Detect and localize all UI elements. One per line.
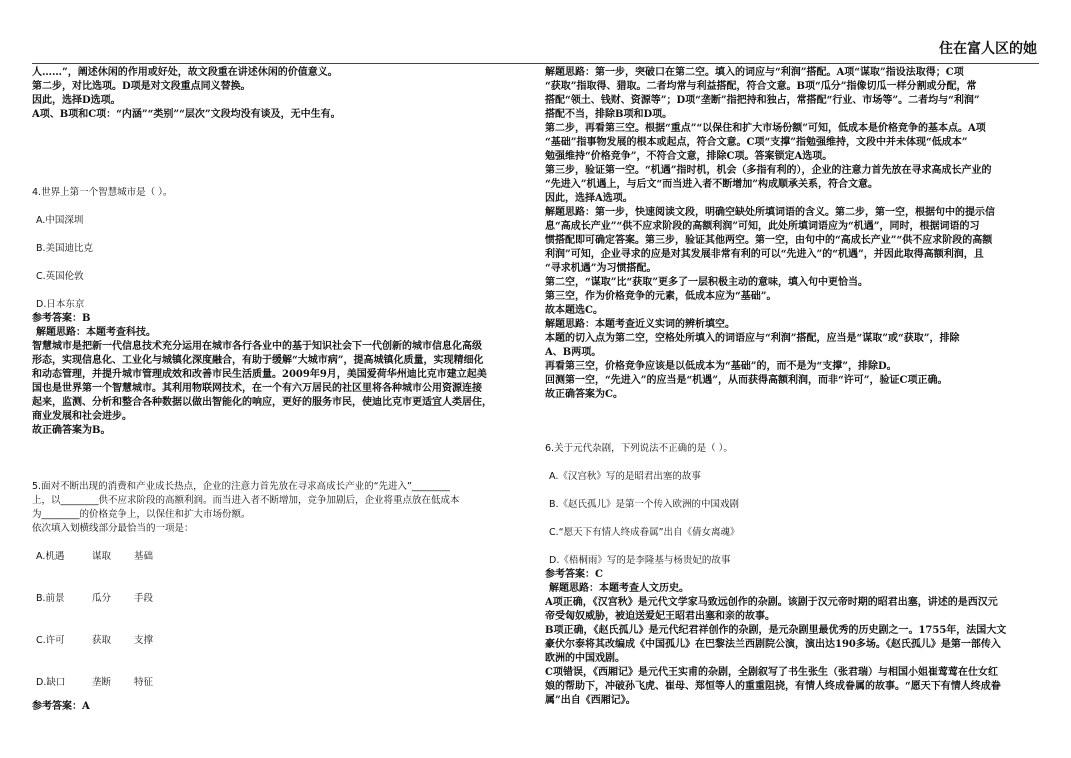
option-word: 支撑 xyxy=(134,635,154,646)
question-4-idea: 解题思路：本题考查科技。 xyxy=(36,327,156,338)
question-5-option-a xyxy=(36,550,522,564)
right-column xyxy=(545,66,1040,708)
question-4-explanation-line: 智慧城市是把新一代信息技术充分运用在城市各行各业中的基于知识社会下一代创新的城市信息化高级 xyxy=(32,341,482,352)
question-5-explanation-block-1 xyxy=(545,66,1040,206)
explanation-line: 再看第三空，价格竞争应该是以低成本为“基础”的，而不是为“支撑”，排除D。 xyxy=(545,361,897,372)
option-word: 瓜分 xyxy=(92,593,112,604)
question-5-stem-line: 5.面对不断出现的消费和产业成长热点，企业的注意力首先放在寻求高成长产业的“先进入”________ xyxy=(32,481,450,492)
explanation-line: 解题思路：本题考查近义实词的辨析填空。 xyxy=(545,319,735,330)
question-6-option-a: A.《汉宫秋》写的是昭君出塞的故事 xyxy=(549,471,701,482)
question-4-answer: 参考答案：B xyxy=(32,313,91,324)
question-4-conclusion: 故正确答案为B。 xyxy=(32,425,111,436)
explanation-line: A项正确，《汉宫秋》是元代文学家马致远创作的杂剧。该剧于汉元帝时期的昭君出塞，讲述的是西汉元 xyxy=(545,597,998,608)
explanation-line: 第三空，作为价格竞争的元素，低成本应为“基础”。 xyxy=(545,291,777,302)
question-4-explanation-line: 商业发展和社会进步。 xyxy=(32,411,132,422)
explanation-line: 解题思路：第一步，快速阅读文段，明确空缺处所填词语的含义。第二步，第一空，根据句中的提示信 xyxy=(545,207,995,218)
question-5-option-b xyxy=(36,592,522,606)
option-word: 基础 xyxy=(134,551,154,562)
explanation-line: 第二空，“谋取”比“获取”更多了一层积极主动的意味，填入句中更恰当。 xyxy=(545,277,869,288)
explanation-line: 勉强维持“价格竞争”，不符合文意，排除C项。答案锁定A选项。 xyxy=(545,151,833,162)
continued-text-line: 第二步，对比选项。D项是对文段重点同义替换。 xyxy=(32,81,251,92)
continued-text-line: 因此，选择D选项。 xyxy=(32,95,121,106)
question-6-stem: 6.关于元代杂剧，下列说法不正确的是（ ）。 xyxy=(545,443,733,454)
explanation-line: 回测第一空，“先进入”的应当是“机遇”，从而获得高额利润，而非“许可”，验证C项正确。 xyxy=(545,375,948,386)
explanation-line: 故正确答案为C。 xyxy=(545,389,623,400)
question-5-option-c xyxy=(36,634,522,648)
explanation-line: A、B两项。 xyxy=(545,347,602,358)
explanation-line: C项错误，《西厢记》是元代王实甫的杂剧，全剧叙写了书生张生（张君瑞）与相国小姐崔莺莺在仕女红 xyxy=(545,667,998,678)
question-5-option-d xyxy=(36,676,522,690)
question-4-option-a: A.中国深圳 xyxy=(36,215,84,226)
continued-text-line: A项、B项和C项：“内涵”“类别”“层次”文段均没有谈及，无中生有。 xyxy=(32,109,341,120)
explanation-line: “基础”指事物发展的根本或起点，符合文意。C项“支撑”指勉强维持，文段中并未体现“低成本” xyxy=(545,137,968,148)
question-4-explanation-line: 形态，实现信息化、工业化与城镇化深度融合，有助于缓解“大城市病”，提高城镇化质量，实现精细化 xyxy=(32,355,484,366)
explanation-line: “先进入”机遇上，与后文“而当进入者不断增加”构成顺承关系，符合文意。 xyxy=(545,179,879,190)
option-word: 谋取 xyxy=(92,551,112,562)
explanation-line: 豪伏尔泰将其改编成《中国孤儿》在巴黎法兰西剧院公演，演出达190多场。《赵氏孤儿》是第一部传入 xyxy=(545,639,1001,650)
explanation-line: 本题的切入点为第二空，空格处所填入的词语应与“利润”搭配，应当是“谋取”或“获取”，排除 xyxy=(545,333,960,344)
option-word: C.许可 xyxy=(36,635,65,646)
question-5-stem-line: 为________的价格竞争上，以保住和扩大市场份额。 xyxy=(32,509,251,520)
question-6-option-b: B.《赵氏孤儿》是第一个传入欧洲的中国戏剧 xyxy=(549,499,740,510)
explanation-line: 第三步，验证第一空。“机遇”指时机，机会（多指有利的），企业的注意力首先放在寻求高成长产业的 xyxy=(545,165,992,176)
option-word: B.前景 xyxy=(36,593,65,604)
explanation-line: 因此，选择A选项。 xyxy=(545,193,633,204)
explanation-line: 故本题选C。 xyxy=(545,305,603,316)
question-4-option-b: B.美国迪比克 xyxy=(36,243,94,254)
question-5-stem-line: 依次填入划横线部分最恰当的一项是： xyxy=(32,523,194,534)
question-6-option-c: C.“愿天下有情人终成眷属”出自《倩女离魂》 xyxy=(549,527,740,538)
question-5-stem-line: 上，以________供不应求阶段的高额利润。而当进入者不断增加，竞争加剧后，企业将重点放在低成本 xyxy=(32,495,460,506)
question-6-explanation xyxy=(545,596,1040,708)
option-word: 获取 xyxy=(92,635,112,646)
question-6-answer: 参考答案：C xyxy=(545,569,603,580)
explanation-line: 帝受匈奴威胁，被迫送爱妃王昭君出塞和亲的故事。 xyxy=(545,611,775,622)
option-word: A.机遇 xyxy=(36,551,65,562)
left-column xyxy=(32,66,522,714)
explanation-line: 息“高成长产业”“供不应求阶段的高额利润”可知，此处所填词语应为“机遇”，同时，根据词语的习 xyxy=(545,221,980,232)
question-6-idea: 解题思路：本题考查人文历史。 xyxy=(549,583,689,594)
option-word: D.缺口 xyxy=(36,677,66,688)
explanation-line: “寻求机遇”为习惯搭配。 xyxy=(545,263,657,274)
explanation-line: 搭配不当，排除B项和D项。 xyxy=(545,109,673,120)
question-4-explanation-line: 和动态管理，并提升城市管理成效和改善市民生活质量。2009年9月，美国爱荷华州迪比克市建立起美 xyxy=(32,369,487,380)
explanation-line: 解题思路：第一步，突破口在第二空。填入的词应与“利润”搭配。A项“谋取”指设法取得；C项 xyxy=(545,67,964,78)
explanation-line: 娘的帮助下，冲破孙飞虎、崔母、郑恒等人的重重阻挠，有情人终成眷属的故事。“愿天下有情人终成眷 xyxy=(545,681,1001,692)
explanation-line: 惯搭配即可确定答案。第三步，验证其他两空。第一空，由句中的“高成长产业”“供不应求阶段的高额 xyxy=(545,235,993,246)
question-4-stem: 4.世界上第一个智慧城市是（ ）。 xyxy=(32,187,173,198)
explanation-line: 第二步，再看第三空。根据“重点”“以保住和扩大市场份额”可知，低成本是价格竞争的基本点。A项 xyxy=(545,123,986,134)
question-5-explanation-block-2 xyxy=(545,206,1040,402)
explanation-line: B项正确，《赵氏孤儿》是元代纪君祥创作的杂剧，是元杂剧里最优秀的历史剧之一。1755年，法国大文 xyxy=(545,625,1007,636)
option-word: 手段 xyxy=(134,593,154,604)
question-4-option-c: C.英国伦敦 xyxy=(36,271,84,282)
question-4-option-d: D.日本东京 xyxy=(36,299,85,310)
question-4-explanation-line: 国也是世界第一个智慧城市。其利用物联网技术，在一个有六万居民的社区里将各种城市公用资源连接 xyxy=(32,383,482,394)
option-word: 垄断 xyxy=(92,677,112,688)
question-4-explanation-line: 起来，监测、分析和整合各种数据以做出智能化的响应，更好的服务市民，使迪比克市更适宜人类居住， xyxy=(32,397,492,408)
continued-text-line: 人……”，阐述休闲的作用或好处，故文段重在讲述休闲的价值意义。 xyxy=(32,67,338,78)
option-word: 特征 xyxy=(134,677,154,688)
explanation-line: “获取”指取得、猎取。二者均常与利益搭配，符合文意。B项“瓜分”指像切瓜一样分割或分配，常 xyxy=(545,81,977,92)
question-5-answer: 参考答案：A xyxy=(32,701,90,712)
explanation-line: 利润”可知，企业寻求的应是对其发展非常有利的可以“先进入”的“机遇”，并因此取得高额利润，且 xyxy=(545,249,984,260)
explanation-line: 欧洲的中国戏剧。 xyxy=(545,653,625,664)
explanation-line: 搭配“领土、钱财、资源等”；D项“垄断”指把持和独占，常搭配“行业、市场等”。二者均与“利润” xyxy=(545,95,980,106)
explanation-line: 属”出自《西厢记》。 xyxy=(545,695,636,706)
header-divider xyxy=(32,63,1039,64)
page-header-title: 住在富人区的她 xyxy=(939,41,1037,57)
question-6-option-d: D.《梧桐雨》写的是李隆基与杨贵妃的故事 xyxy=(549,555,731,566)
